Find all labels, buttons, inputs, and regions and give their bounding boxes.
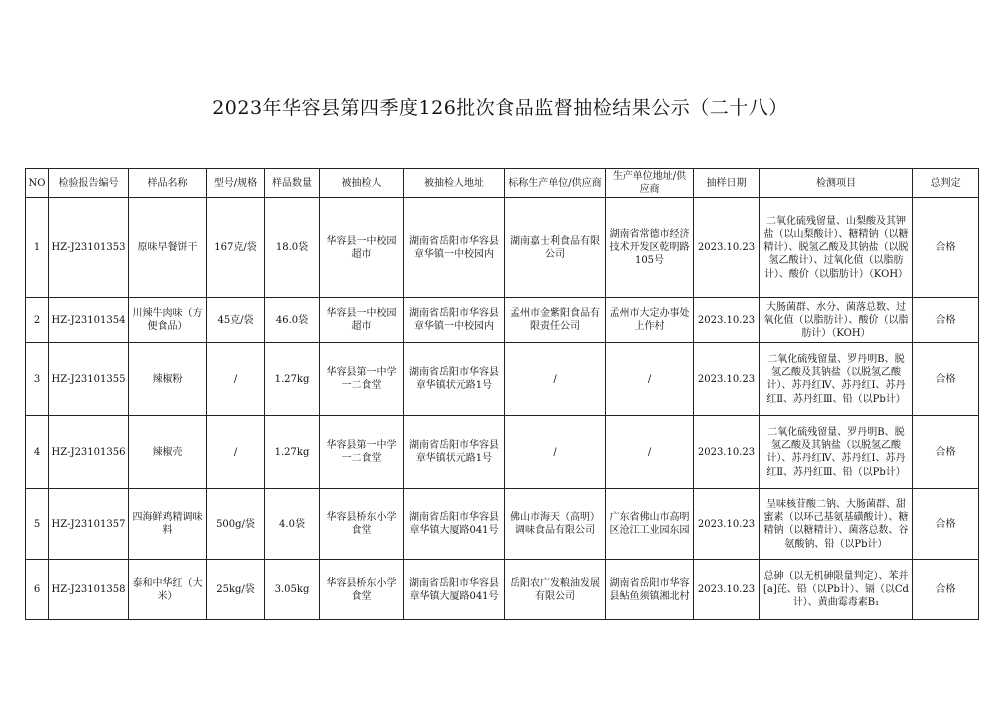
cell-sample-name: 辣椒粉 <box>129 343 207 416</box>
cell-report-number: HZ-J23101355 <box>49 343 129 416</box>
cell-inspected-party: 华容县桥东小学食堂 <box>320 489 404 560</box>
cell-inspected-address: 湖南省岳阳市华容县章华镇大厦路041号 <box>404 489 505 560</box>
cell-verdict: 合格 <box>913 298 979 343</box>
table-row <box>26 198 979 298</box>
header-test-items: 检测项目 <box>760 169 913 198</box>
cell-sample-name: 辣椒壳 <box>129 416 207 489</box>
cell-spec: 25kg/袋 <box>207 560 265 620</box>
cell-spec: 45克/袋 <box>207 298 265 343</box>
cell-quantity: 46.0袋 <box>265 298 320 343</box>
cell-report-number: HZ-J23101356 <box>49 416 129 489</box>
header-inspected-party: 被抽检人 <box>320 169 404 198</box>
cell-report-number: HZ-J23101354 <box>49 298 129 343</box>
cell-verdict: 合格 <box>913 416 979 489</box>
cell-producer: 佛山市海天（高明）调味食品有限公司 <box>505 489 606 560</box>
cell-producer-address: 湖南省岳阳市华容县鲇鱼须镇湘北村 <box>606 560 694 620</box>
cell-no: 2 <box>26 298 49 343</box>
cell-sampling-date: 2023.10.23 <box>694 560 760 620</box>
cell-verdict: 合格 <box>913 560 979 620</box>
cell-spec: / <box>207 343 265 416</box>
cell-producer-address: 湖南省常德市经济技术开发区乾明路105号 <box>606 198 694 298</box>
cell-inspected-party: 华容县一中校园超市 <box>320 298 404 343</box>
cell-report-number: HZ-J23101357 <box>49 489 129 560</box>
header-quantity: 样品数量 <box>265 169 320 198</box>
cell-test-items: 大肠菌群、水分、菌落总数、过氧化值（以脂肪计）、酸价（以脂肪计）（KOH） <box>760 298 913 343</box>
cell-inspected-address: 湖南省岳阳市华容县章华镇一中校园内 <box>404 298 505 343</box>
cell-producer: / <box>505 343 606 416</box>
cell-test-items: 二氧化硫残留量、山梨酸及其钾盐（以山梨酸计）、糖精钠（以糖精计）、脱氢乙酸及其钠盐（以脱氢乙酸计）、过氧化值（以脂肪计）、酸价（以脂肪计）（KOH） <box>760 198 913 298</box>
cell-producer: 岳阳农广发粮油发展有限公司 <box>505 560 606 620</box>
cell-quantity: 18.0袋 <box>265 198 320 298</box>
cell-inspected-address: 湖南省岳阳市华容县章华镇状元路1号 <box>404 343 505 416</box>
table-row <box>26 560 979 620</box>
cell-no: 4 <box>26 416 49 489</box>
cell-producer-address: 广东省佛山市高明区沧江工业园东园 <box>606 489 694 560</box>
header-producer: 标称生产单位/供应商 <box>505 169 606 198</box>
header-no: NO <box>26 169 49 198</box>
cell-inspected-party: 华容县第一中学一二食堂 <box>320 416 404 489</box>
cell-inspected-address: 湖南省岳阳市华容县章华镇状元路1号 <box>404 416 505 489</box>
table-row <box>26 343 979 416</box>
header-sample-name: 样品名称 <box>129 169 207 198</box>
cell-quantity: 1.27kg <box>265 343 320 416</box>
cell-producer: / <box>505 416 606 489</box>
cell-report-number: HZ-J23101353 <box>49 198 129 298</box>
header-producer-address: 生产单位地址/供应商 <box>606 169 694 198</box>
cell-report-number: HZ-J23101358 <box>49 560 129 620</box>
cell-producer-address: 孟州市大定办事处上作村 <box>606 298 694 343</box>
cell-spec: / <box>207 416 265 489</box>
header-inspected-address: 被抽检人地址 <box>404 169 505 198</box>
cell-sampling-date: 2023.10.23 <box>694 489 760 560</box>
header-spec: 型号/规格 <box>207 169 265 198</box>
cell-sampling-date: 2023.10.23 <box>694 416 760 489</box>
table-row <box>26 416 979 489</box>
cell-test-items: 二氧化硫残留量、罗丹明B、脱氢乙酸及其钠盐（以脱氢乙酸计）、苏丹红Ⅳ、苏丹红Ⅰ、苏丹红Ⅱ、苏丹红Ⅲ、铅（以Pb计） <box>760 343 913 416</box>
cell-sample-name: 川辣牛肉味（方便食品） <box>129 298 207 343</box>
cell-producer-address: / <box>606 416 694 489</box>
cell-sampling-date: 2023.10.23 <box>694 198 760 298</box>
cell-test-items: 呈味核苷酸二钠、大肠菌群、甜蜜素（以环己基氨基磺酸计）、糖精钠（以糖精计）、菌落总数、谷氨酸钠、铅（以Pb计） <box>760 489 913 560</box>
cell-quantity: 3.05kg <box>265 560 320 620</box>
cell-no: 6 <box>26 560 49 620</box>
header-sampling-date: 抽样日期 <box>694 169 760 198</box>
cell-verdict: 合格 <box>913 489 979 560</box>
results-table <box>25 168 979 620</box>
cell-quantity: 4.0袋 <box>265 489 320 560</box>
cell-sample-name: 原味早餐饼干 <box>129 198 207 298</box>
cell-spec: 500g/袋 <box>207 489 265 560</box>
cell-sample-name: 泰和中华红（大米） <box>129 560 207 620</box>
cell-no: 5 <box>26 489 49 560</box>
cell-inspected-party: 华容县桥东小学食堂 <box>320 560 404 620</box>
cell-verdict: 合格 <box>913 343 979 416</box>
cell-sampling-date: 2023.10.23 <box>694 343 760 416</box>
cell-producer: 孟州市金紫阳食品有限责任公司 <box>505 298 606 343</box>
header-report-number: 检验报告编号 <box>49 169 129 198</box>
table-row <box>26 489 979 560</box>
cell-sample-name: 四海鲜鸡精调味料 <box>129 489 207 560</box>
cell-producer-address: / <box>606 343 694 416</box>
cell-verdict: 合格 <box>913 198 979 298</box>
cell-test-items: 总砷（以无机砷限量判定）、苯并[a]芘、铅（以Pb计）、镉（以Cd计）、黄曲霉毒素B₁ <box>760 560 913 620</box>
cell-no: 3 <box>26 343 49 416</box>
cell-inspected-party: 华容县第一中学一二食堂 <box>320 343 404 416</box>
cell-no: 1 <box>26 198 49 298</box>
cell-inspected-address: 湖南省岳阳市华容县章华镇大厦路041号 <box>404 560 505 620</box>
page-title: 2023年华容县第四季度126批次食品监督抽检结果公示（二十八） <box>212 97 788 119</box>
table-row <box>26 298 979 343</box>
cell-inspected-party: 华容县一中校园超市 <box>320 198 404 298</box>
cell-producer: 湖南嘉士利食品有限公司 <box>505 198 606 298</box>
cell-spec: 167克/袋 <box>207 198 265 298</box>
header-verdict: 总判定 <box>913 169 979 198</box>
table-header-row <box>26 169 979 198</box>
cell-test-items: 二氧化硫残留量、罗丹明B、脱氢乙酸及其钠盐（以脱氢乙酸计）、苏丹红Ⅳ、苏丹红Ⅰ、苏丹红Ⅱ、苏丹红Ⅲ、铅（以Pb计） <box>760 416 913 489</box>
cell-inspected-address: 湖南省岳阳市华容县章华镇一中校园内 <box>404 198 505 298</box>
cell-sampling-date: 2023.10.23 <box>694 298 760 343</box>
cell-quantity: 1.27kg <box>265 416 320 489</box>
